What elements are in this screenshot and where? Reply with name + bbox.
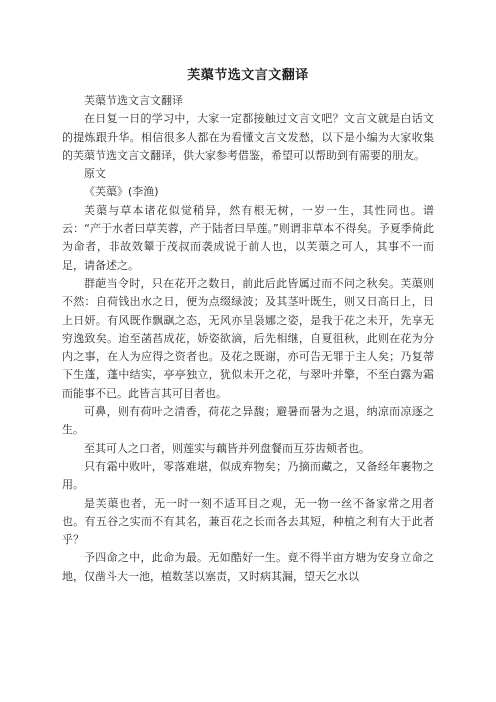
body-paragraph-subtitle: 芙蕖节选文言文翻译 [84, 94, 183, 107]
body-paragraph-intro: 在日复一日的学习中，大家一定都接触过文言文吧？文言文就是白话文的提炼跟升华。相信很多人都在为看懂文言文发愁，以下是小编为大家收集的芙蕖节选文言文翻译，供大家参考借鉴，希望可以帮助到有需要的朋友。 [62, 112, 434, 162]
body-paragraph: 是芙蕖也者，无一时一刻不适耳目之观，无一物一丝不备家常之用者也。有五谷之实而不有其名，兼百花之长而各去其短，种植之利有大于此者乎？ [62, 496, 434, 547]
body-paragraph: 群葩当令时，只在花开之数日，前此后此皆属过而不问之秋矣。芙蕖则不然：自荷钱出水之日，便为点缀绿波；及其茎叶既生，则又日高日上，日上日妍。有风既作飘飖之态，无风亦呈袅娜之姿，是我于花之未开，先享无穷逸致矣。迨至菡萏成花，娇姿欲滴，后先相继，自夏徂秋，此则在花为分内之事，在人为应得之资者也。及花之既谢，亦可告无罪于主人矣；乃复蒂下生蓬，蓬中结实，亭亭独立，犹似未开之花，与翠叶并擎，不至白露为霜而能事不已。此皆言其可目者也。 [62, 276, 434, 400]
document-title: 芙蕖节选文言文翻译 [187, 68, 309, 83]
section-heading-original: 原文 [84, 167, 106, 181]
body-paragraph: 可鼻，则有荷叶之清香，荷花之异馥；避暑而暑为之退，纳凉而凉逐之生。 [62, 405, 434, 437]
body-paragraph: 只有霜中败叶，零落难堪，似成弃物矣；乃摘而藏之，又备经年裹物之用。 [62, 459, 434, 492]
document-body [62, 92, 434, 586]
work-title-author: 《芙蕖》(李渔) [84, 185, 159, 199]
body-paragraph: 芙蕖与草本诸花似觉稍异，然有根无树，一岁一生，其性同也。谱云：“产于水者曰草芙蓉，产于陆者曰旱莲。”则谓非草本不得矣。予夏季倚此为命者，非故效颦于茂叔而袭成说于前人也，以芙蕖之可人，其事不一而足，请备述之。 [62, 203, 434, 272]
body-paragraph: 至其可人之口者，则莲实与藕皆并列盘餐而互芬齿颊者也。 [84, 441, 370, 455]
body-paragraph: 予四命之中，此命为最。无如酷好一生。竟不得半亩方塘为安身立命之地，仅凿斗大一池，植数茎以塞责，又时病其漏，望天乞水以 [62, 551, 434, 583]
